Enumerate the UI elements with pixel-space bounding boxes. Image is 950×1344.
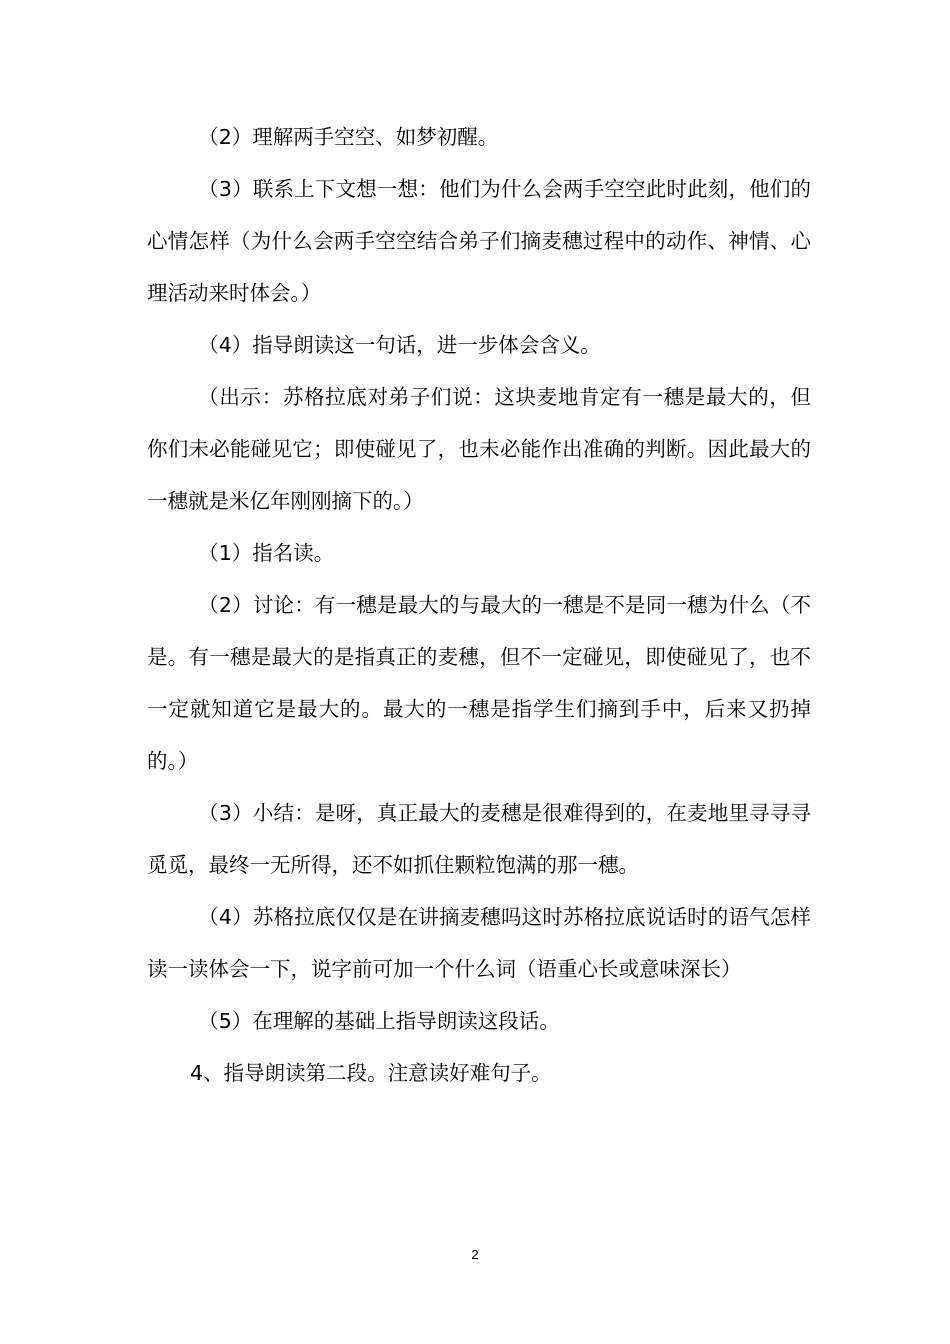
page-number: 2 [471, 1247, 479, 1262]
paragraph-discussion: （2）讨论：有一穗是最大的与最大的一穗是不是同一穗为什么（不是。有一穗是最大的是指真正的麦穗，但不一定碰见，即使碰见了，也不一定就知道它是最大的。最大的一穗是指学生们摘到手中，后来又扔掉的。） [147, 593, 811, 773]
paragraph-summary: （3）小结：是呀，真正最大的麦穗是很难得到的，在麦地里寻寻寻觅觅，最终一无所得，还不如抓住颗粒饱满的那一穗。 [147, 801, 811, 877]
paragraph-socrates-tone: （4）苏格拉底仅仅是在讲摘麦穗吗这时苏格拉底说话时的语气怎样读一读体会一下，说字前可加一个什么词（语重心长或意味深长） [147, 905, 811, 981]
paragraph-read-aloud: （1）指名读。 [198, 541, 335, 565]
paragraph-understand-empty-hands: （2）理解两手空空、如梦初醒。 [198, 125, 499, 149]
paragraph-socrates-quote: （出示：苏格拉底对弟子们说：这块麦地肯定有一穗是最大的，但你们未必能碰见它；即使碰见了，也未必能作出准确的判断。因此最大的一穗就是米亿年刚刚摘下的。） [147, 385, 811, 513]
paragraph-context-question: （3）联系上下文想一想：他们为什么会两手空空此时此刻，他们的心情怎样（为什么会两手空空结合弟子们摘麦穗过程中的动作、神情、心理活动来时体会。） [147, 177, 811, 305]
paragraph-guided-reading: （4）指导朗读这一句话，进一步体会含义。 [198, 333, 601, 357]
paragraph-step-four: 4、指导朗读第二段。注意读好难句子。 [190, 1061, 552, 1085]
paragraph-guided-reading-2: （5）在理解的基础上指导朗读这段话。 [198, 1009, 560, 1033]
document-body [147, 111, 811, 1099]
